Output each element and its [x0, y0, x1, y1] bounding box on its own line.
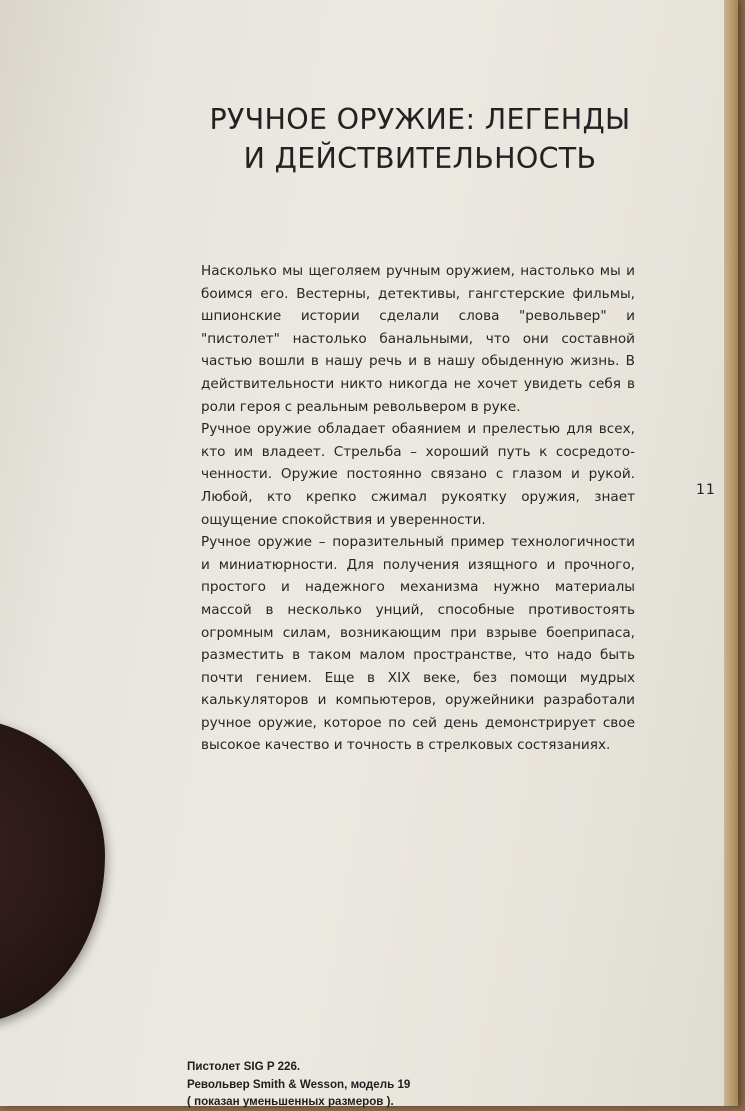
page-title	[180, 100, 660, 178]
page-edge	[724, 0, 738, 1106]
page-number: 11	[696, 482, 716, 498]
paragraph: Ручное оружие обладает обаянием и прелестью для всех, кто им владеет. Стрельба – хороший путь к сосредото-ченности. Оружие постоянно связано с глазом и рукой. Любой, кто крепко сжимал рукоятку оружия, знает ощущение спокойствия и уверенности.	[201, 421, 635, 528]
caption-line: ( показан уменьшенных размеров ).	[187, 1095, 394, 1108]
paragraph: Ручное оружие – поразительный пример технологичности и миниатюрности. Для получения изящного и прочного, простого и надежного механизма нужно материалы массой в несколько унций, способные противостоять огромным силам, возникающим при взрыве боеприпаса, разместить в таком малом пространстве, что надо быть почти гением. Еще в XIX веке, без помощи мудрых калькуляторов и компьютеров, оружейники разработали ручное оружие, которое по сей день демонстрирует свое высокое качество и точность в стрелковых состязаниях.	[201, 534, 635, 754]
body-text	[201, 260, 635, 757]
figure-caption	[187, 1058, 410, 1111]
caption-line: Револьвер Smith & Wesson, модель 19	[187, 1077, 411, 1091]
paragraph: Насколько мы щеголяем ручным оружием, настолько мы и боимся его. Вестерны, детективы, гангстерские фильмы, шпионские истории сделали слова "револьвер" и "пистолет" настолько банальными, что они составной частью вошли в нашу речь и в нашу обыденную жизнь. В действительности никто никогда не хочет увидеть себя в роли героя с реальным револьвером в руке.	[201, 263, 635, 415]
caption-line: Пистолет SIG P 226.	[187, 1060, 301, 1073]
title-line: РУЧНОЕ ОРУЖИЕ: ЛЕГЕНДЫ	[209, 103, 631, 136]
title-line: И ДЕЙСТВИТЕЛЬНОСТЬ	[243, 142, 597, 175]
